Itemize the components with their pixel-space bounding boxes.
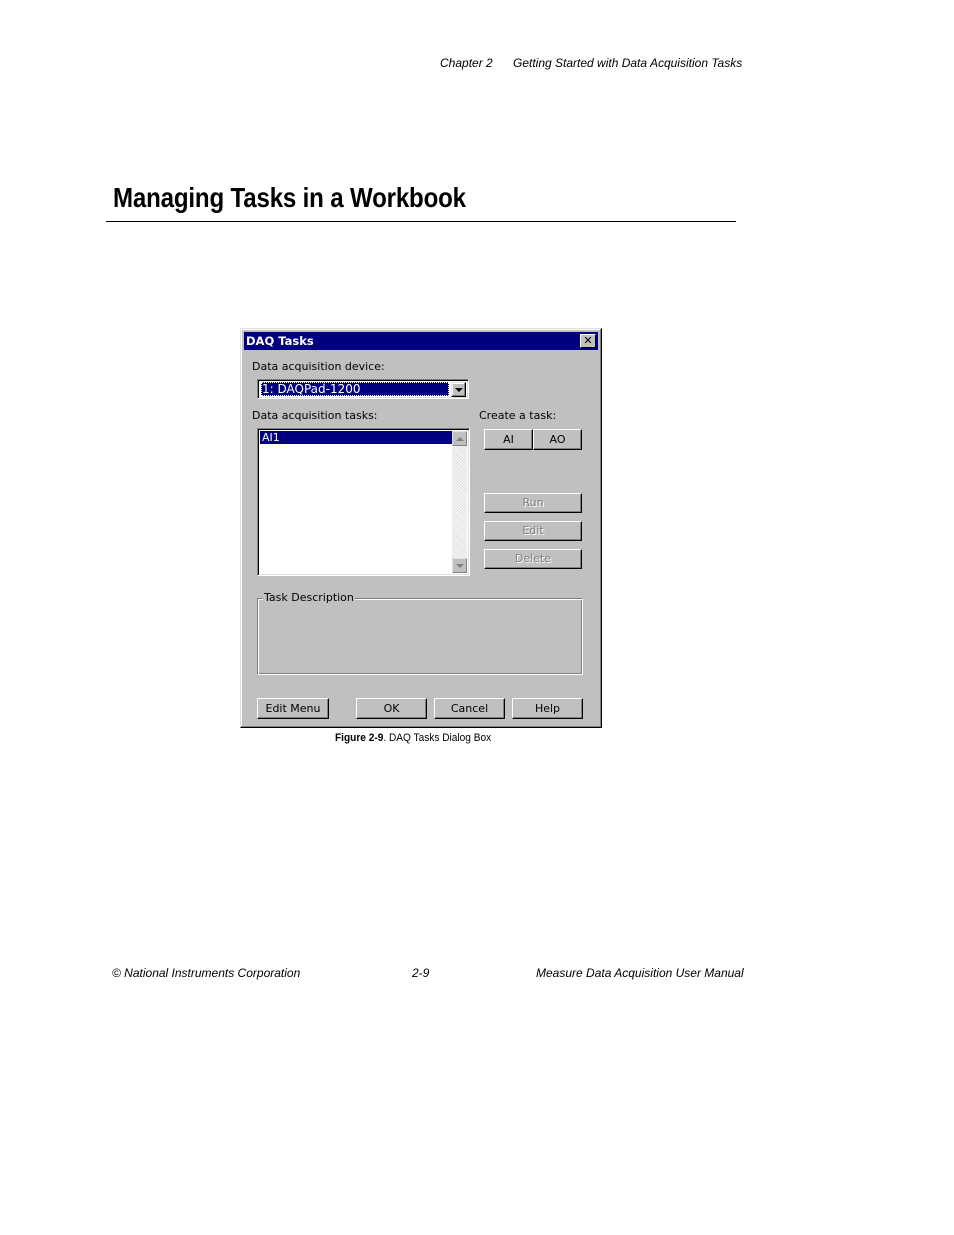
create-ai-button[interactable]: AI bbox=[484, 429, 533, 450]
scroll-up-icon[interactable] bbox=[452, 431, 467, 446]
daq-tasks-dialog bbox=[240, 328, 602, 728]
device-label: Data acquisition device: bbox=[252, 360, 385, 373]
close-icon: ✕ bbox=[583, 334, 593, 347]
dialog-titlebar[interactable] bbox=[244, 332, 598, 350]
figure-caption-text: . DAQ Tasks Dialog Box bbox=[383, 732, 492, 744]
task-description-group bbox=[257, 591, 583, 675]
dialog-title: DAQ Tasks bbox=[246, 334, 314, 348]
create-ao-button[interactable]: AO bbox=[533, 429, 582, 450]
list-item[interactable]: AI1 bbox=[260, 431, 452, 444]
section-title: Managing Tasks in a Workbook bbox=[113, 182, 466, 213]
footer-manual-title: Measure Data Acquisition User Manual bbox=[536, 966, 744, 980]
section-rule bbox=[106, 221, 736, 222]
footer-copyright: © National Instruments Corporation bbox=[112, 966, 301, 980]
chevron-down-icon[interactable] bbox=[451, 382, 466, 397]
task-description-label: Task Description bbox=[264, 591, 354, 604]
help-button[interactable]: Help bbox=[512, 698, 583, 719]
edit-button[interactable]: Edit bbox=[484, 521, 582, 541]
device-select[interactable] bbox=[257, 379, 469, 399]
close-button[interactable] bbox=[580, 334, 596, 348]
delete-button[interactable]: Delete bbox=[484, 549, 582, 569]
edit-menu-button[interactable]: Edit Menu bbox=[257, 698, 329, 719]
device-select-value: 1: DAQPad-1200 bbox=[261, 382, 449, 396]
task-list-scrollbar[interactable] bbox=[452, 431, 467, 573]
figure-number: Figure 2-9 bbox=[335, 732, 384, 744]
tasks-label: Data acquisition tasks: bbox=[252, 409, 378, 422]
create-task-label: Create a task: bbox=[479, 409, 557, 422]
header-title: Getting Started with Data Acquisition Tasks bbox=[513, 56, 743, 70]
footer-page-number: 2-9 bbox=[412, 966, 430, 980]
cancel-button[interactable]: Cancel bbox=[434, 698, 505, 719]
task-list[interactable] bbox=[257, 428, 470, 576]
ok-button[interactable]: OK bbox=[356, 698, 427, 719]
run-button[interactable]: Run bbox=[484, 493, 582, 513]
figure-caption bbox=[335, 732, 491, 744]
header-chapter: Chapter 2 bbox=[440, 56, 493, 70]
scroll-down-icon[interactable] bbox=[452, 558, 467, 573]
